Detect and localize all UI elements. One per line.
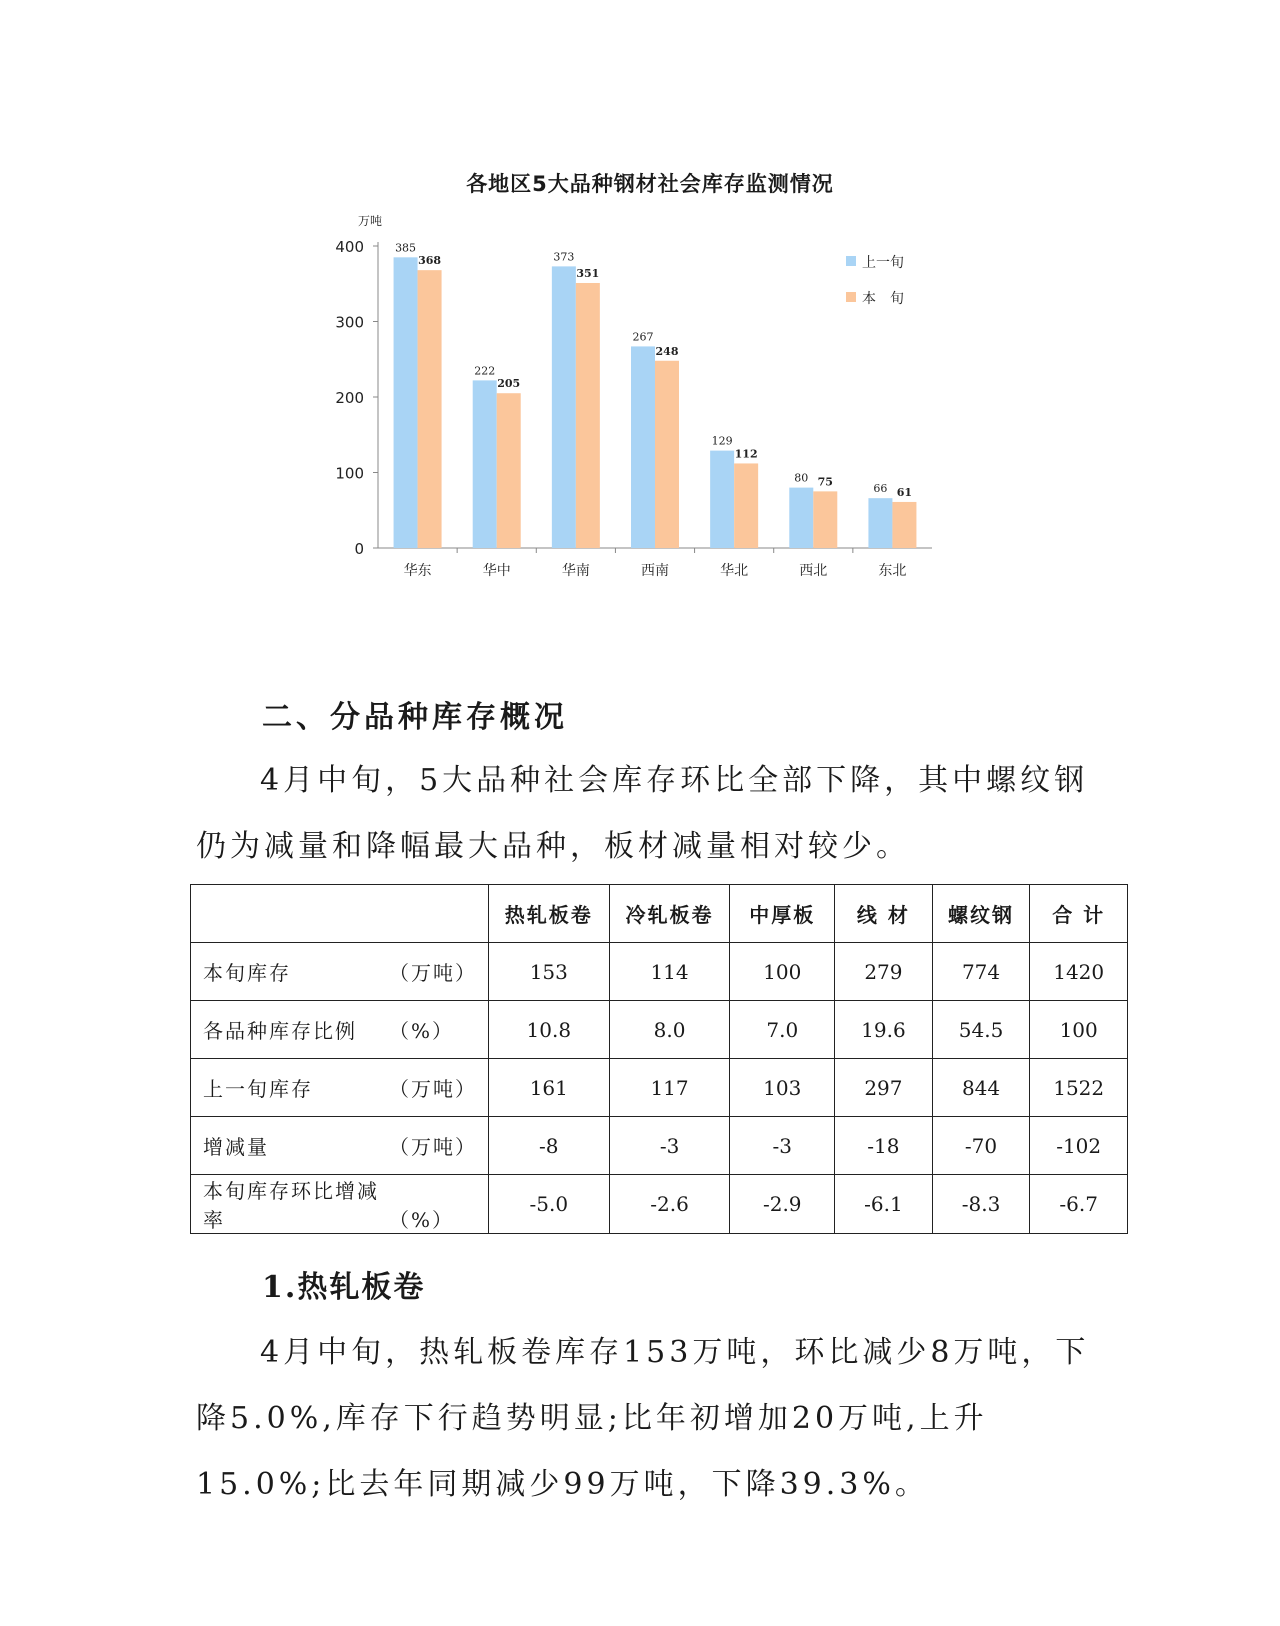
row-unit: （万吨）: [389, 961, 477, 985]
data-label: 75: [817, 475, 833, 489]
row-label: 各品种库存比例: [203, 1019, 357, 1043]
x-tick-label: 西北: [799, 563, 828, 579]
data-label: 61: [896, 485, 913, 499]
chart-container: [330, 160, 970, 600]
table-row: [191, 1175, 1128, 1234]
x-tick-label: 华中: [482, 563, 511, 579]
legend-label: 上一旬: [862, 255, 904, 271]
table-cell: 103: [730, 1059, 835, 1117]
table-cell: 297: [835, 1059, 933, 1117]
data-label: 373: [553, 250, 575, 264]
table-header-row: [191, 885, 1128, 943]
row-label-cell: [191, 1059, 489, 1117]
header-cell: [191, 885, 489, 943]
row-label-cell: [191, 1001, 489, 1059]
table-cell: 844: [932, 1059, 1030, 1117]
table-cell: 774: [932, 943, 1030, 1001]
data-label: 248: [655, 344, 679, 358]
row-unit: （万吨）: [389, 1135, 477, 1159]
data-label: 112: [734, 447, 758, 461]
y-tick-label: 200: [335, 389, 364, 407]
table-cell: 54.5: [932, 1001, 1030, 1059]
legend-swatch: [846, 292, 856, 302]
data-label: 129: [711, 434, 733, 448]
table-cell: 161: [488, 1059, 609, 1117]
table-cell: 100: [730, 943, 835, 1001]
table-cell: 10.8: [488, 1001, 609, 1059]
header-cell: 热轧板卷: [488, 885, 609, 943]
table-cell: -2.9: [730, 1175, 835, 1234]
data-label: 205: [497, 377, 521, 391]
table-row: [191, 943, 1128, 1001]
table-cell: -6.7: [1030, 1175, 1128, 1234]
table-cell: 7.0: [730, 1001, 835, 1059]
table-cell: 117: [609, 1059, 730, 1117]
x-tick-label: 西南: [641, 563, 669, 579]
data-label: 66: [873, 482, 888, 496]
table-cell: -3: [609, 1117, 730, 1175]
row-label-cell: [191, 1117, 489, 1175]
header-cell: 合 计: [1030, 885, 1128, 943]
x-tick-label: 东北: [878, 563, 907, 579]
bar-previous: [552, 266, 576, 548]
x-tick-label: 华东: [403, 563, 432, 579]
row-label: 增减量: [203, 1135, 269, 1159]
inventory-table: [190, 884, 1128, 1234]
table-cell: -5.0: [488, 1175, 609, 1234]
row-label: 本旬库存环比增减率: [203, 1179, 379, 1232]
table-cell: 8.0: [609, 1001, 730, 1059]
data-label: 222: [474, 364, 496, 378]
table-cell: 279: [835, 943, 933, 1001]
table-cell: 19.6: [835, 1001, 933, 1059]
data-label: 267: [632, 330, 654, 344]
y-tick-label: 0: [354, 540, 364, 558]
bar-chart: [330, 160, 970, 600]
legend-label: 本 旬: [862, 291, 904, 307]
table-cell: -6.1: [835, 1175, 933, 1234]
legend-swatch: [846, 256, 856, 266]
data-label: 368: [418, 254, 442, 268]
table-row: [191, 1059, 1128, 1117]
table-cell: 1522: [1030, 1059, 1128, 1117]
y-axis-unit: 万吨: [358, 214, 383, 228]
row-unit: （万吨）: [389, 1077, 477, 1101]
bar-current: [655, 361, 679, 548]
row-unit: （%）: [389, 1019, 455, 1043]
table-cell: 100: [1030, 1001, 1128, 1059]
chart-title: 各地区5大品种钢材社会库存监测情况: [466, 172, 834, 196]
bar-previous: [789, 488, 813, 548]
table-cell: -2.6: [609, 1175, 730, 1234]
data-label: 351: [576, 266, 600, 280]
x-tick-label: 华北: [720, 563, 749, 579]
bar-current: [497, 393, 521, 548]
table-cell: -8.3: [932, 1175, 1030, 1234]
header-cell: 线 材: [835, 885, 933, 943]
data-label: 80: [794, 471, 809, 485]
table-cell: -102: [1030, 1117, 1128, 1175]
data-label: 385: [395, 241, 417, 255]
table-cell: -3: [730, 1117, 835, 1175]
bar-current: [813, 491, 837, 548]
section-heading: 二、分品种库存概况: [262, 700, 568, 735]
row-label-cell: [191, 1175, 489, 1234]
bar-previous: [473, 380, 497, 548]
bar-previous: [631, 346, 655, 548]
bar-current: [892, 502, 916, 548]
y-tick-label: 100: [335, 464, 364, 483]
table-cell: 1420: [1030, 943, 1128, 1001]
x-tick-label: 华南: [561, 563, 590, 579]
bar-previous: [710, 451, 734, 548]
table-cell: -18: [835, 1117, 933, 1175]
row-label-cell: [191, 943, 489, 1001]
bar-previous: [868, 498, 892, 548]
table-cell: -70: [932, 1117, 1030, 1175]
header-cell: 冷轧板卷: [609, 885, 730, 943]
paragraph-summary: 4月中旬，5大品种社会库存环比全部下降，其中螺纹钢仍为减量和降幅最大品种，板材减量相对较少。: [196, 763, 1089, 864]
row-label: 本旬库存: [203, 961, 291, 985]
table-row: [191, 1001, 1128, 1059]
bar-current: [734, 463, 758, 548]
bar-current: [418, 270, 442, 548]
row-label: 上一旬库存: [203, 1077, 313, 1101]
header-cell: 中厚板: [730, 885, 835, 943]
table-cell: -8: [488, 1117, 609, 1175]
table-cell: 153: [488, 943, 609, 1001]
y-tick-label: 300: [335, 313, 364, 332]
row-unit: （%）: [389, 1208, 455, 1232]
paragraph-hot-rolled: 4月中旬，热轧板卷库存153万吨，环比减少8万吨，下降5.0%,库存下行趋势明显;比年初增加20万吨,上升15.0%;比去年同期减少99万吨，下降39.3%。: [196, 1335, 1090, 1502]
table-row: [191, 1117, 1128, 1175]
table-cell: 114: [609, 943, 730, 1001]
bar-previous: [394, 257, 418, 548]
header-cell: 螺纹钢: [932, 885, 1030, 943]
bar-current: [576, 283, 600, 548]
sub-heading: 1.热轧板卷: [262, 1270, 426, 1305]
y-tick-label: 400: [335, 238, 364, 256]
